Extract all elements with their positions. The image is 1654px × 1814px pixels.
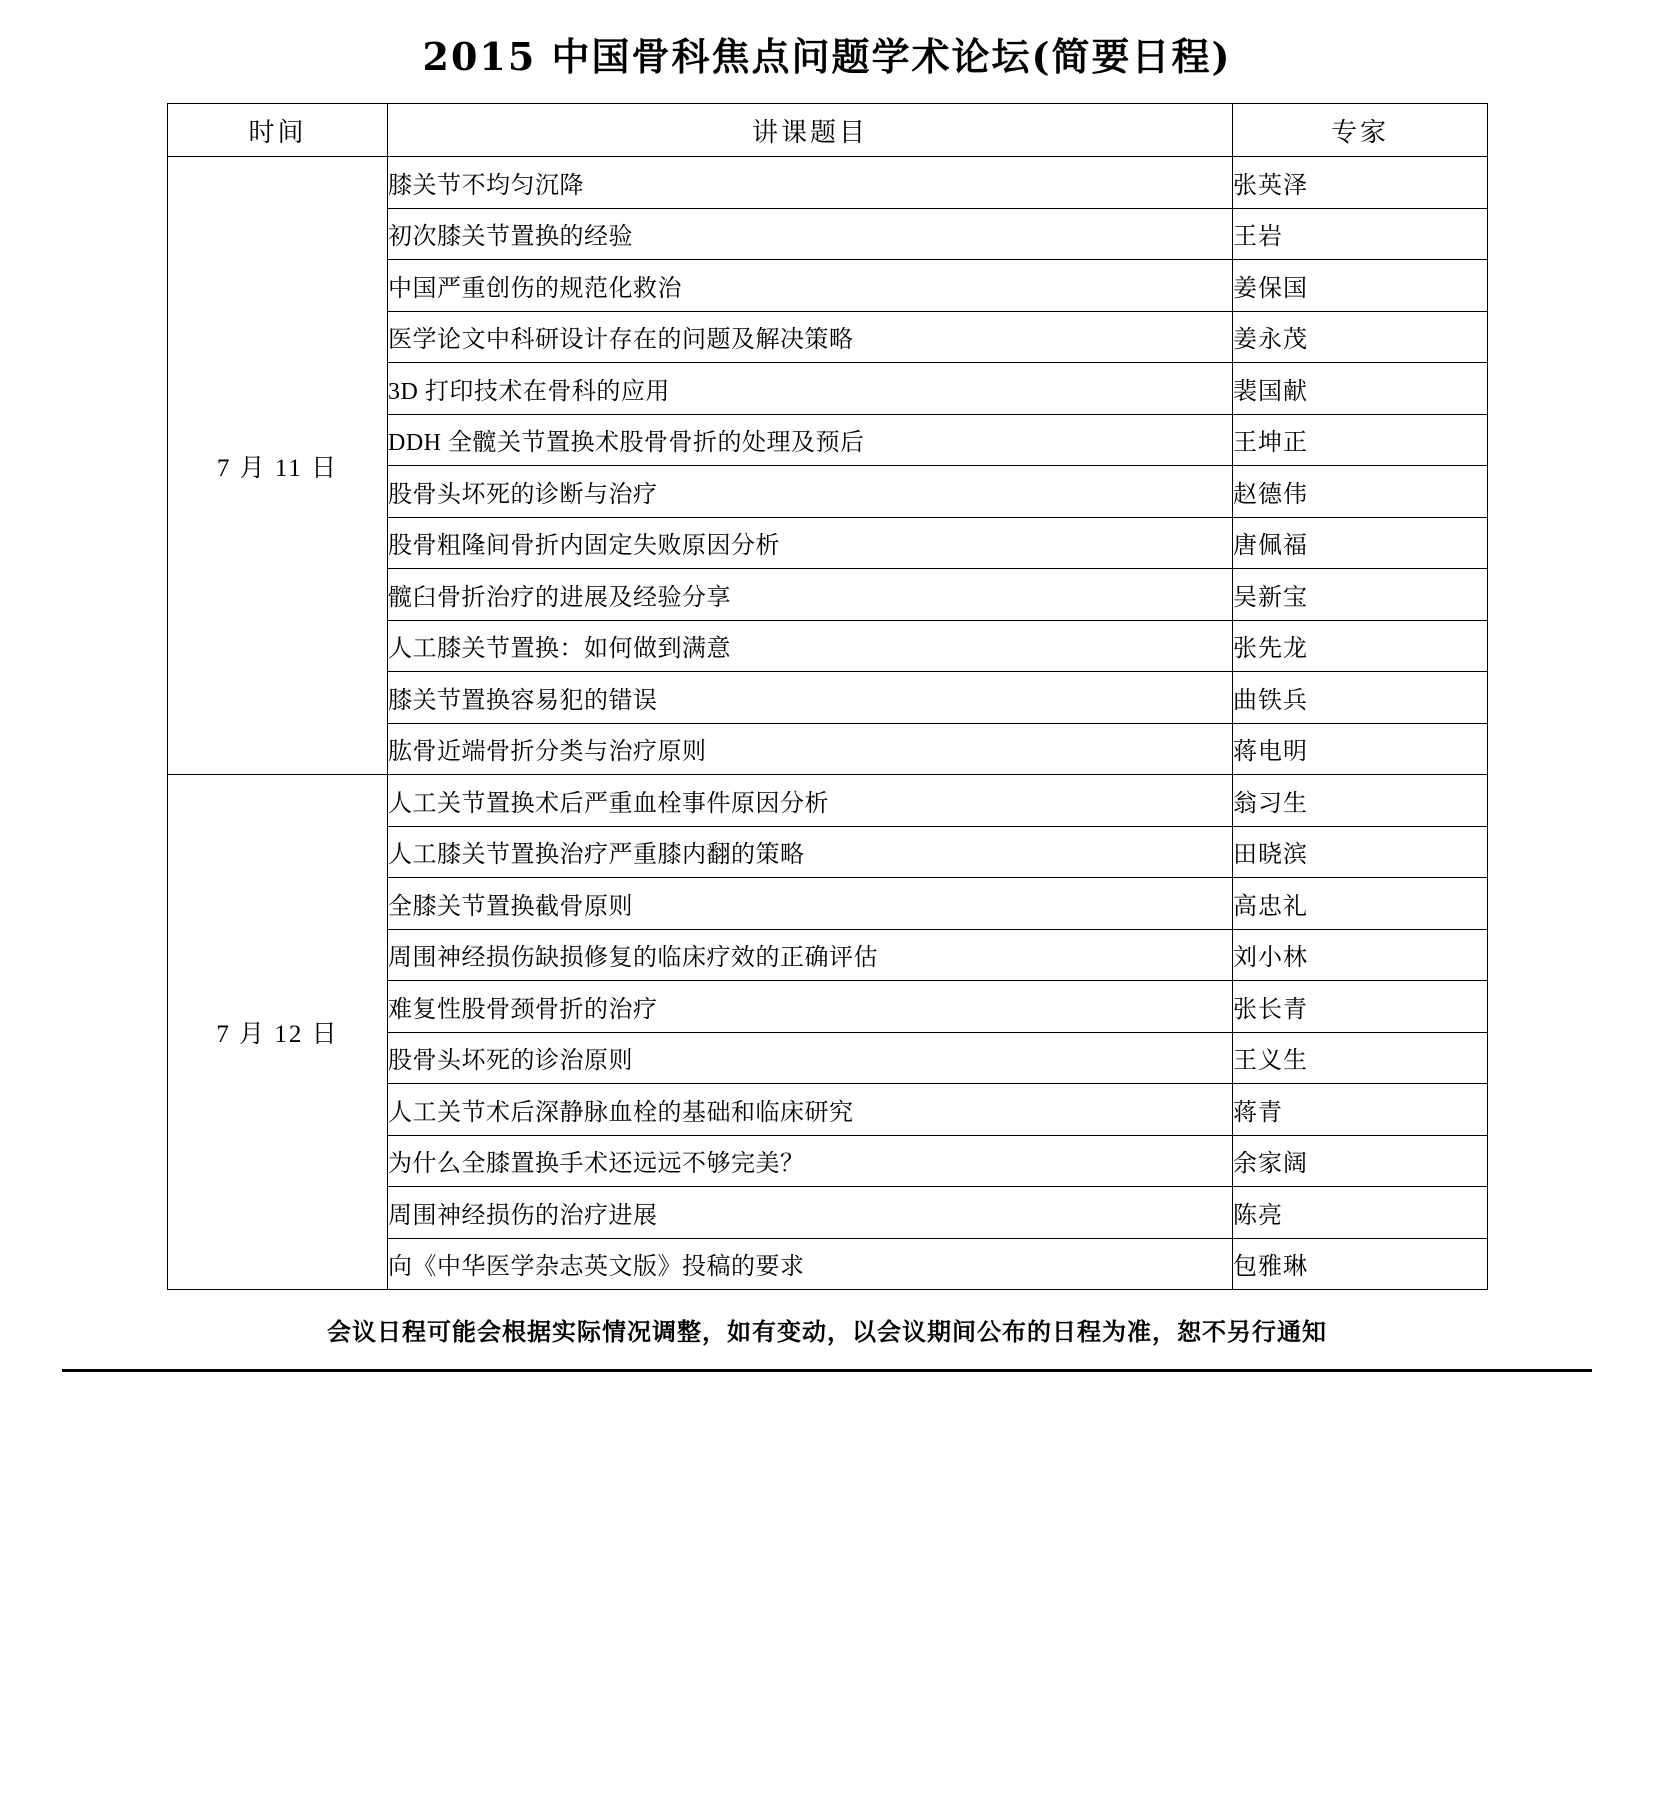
day-date-cell: 7 月 11 日 — [168, 157, 388, 775]
session-expert-cell: 赵德伟 — [1233, 466, 1488, 518]
session-expert-cell: 王义生 — [1233, 1032, 1488, 1084]
session-topic-cell: 医学论文中科研设计存在的问题及解决策略 — [388, 311, 1233, 363]
session-topic-cell: DDH 全髋关节置换术股骨骨折的处理及预后 — [388, 414, 1233, 466]
session-expert-cell: 张英泽 — [1233, 157, 1488, 209]
session-expert-cell: 裴国献 — [1233, 363, 1488, 415]
column-header-time: 时间 — [168, 104, 388, 157]
session-expert-cell: 王坤正 — [1233, 414, 1488, 466]
session-expert-cell: 唐佩福 — [1233, 517, 1488, 569]
session-expert-cell: 刘小林 — [1233, 929, 1488, 981]
session-expert-cell: 翁习生 — [1233, 775, 1488, 827]
session-topic-cell: 人工关节术后深静脉血栓的基础和临床研究 — [388, 1084, 1233, 1136]
session-expert-cell: 曲铁兵 — [1233, 672, 1488, 724]
table-header — [168, 104, 1488, 157]
session-expert-cell: 陈亮 — [1233, 1187, 1488, 1239]
session-expert-cell: 王岩 — [1233, 208, 1488, 260]
day-date-cell: 7 月 12 日 — [168, 775, 388, 1290]
schedule-table-container — [167, 103, 1487, 1290]
table-row — [168, 157, 1488, 209]
session-topic-cell: 股骨粗隆间骨折内固定失败原因分析 — [388, 517, 1233, 569]
schedule-table — [167, 103, 1488, 1290]
session-expert-cell: 蒋电明 — [1233, 723, 1488, 775]
session-topic-cell: 难复性股骨颈骨折的治疗 — [388, 981, 1233, 1033]
session-expert-cell: 蒋青 — [1233, 1084, 1488, 1136]
session-expert-cell: 余家阔 — [1233, 1135, 1488, 1187]
session-topic-cell: 膝关节置换容易犯的错误 — [388, 672, 1233, 724]
session-expert-cell: 张长青 — [1233, 981, 1488, 1033]
schedule-note: 会议日程可能会根据实际情况调整，如有变动，以会议期间公布的日程为准，恕不另行通知 — [327, 1318, 1327, 1346]
session-topic-cell: 人工关节置换术后严重血栓事件原因分析 — [388, 775, 1233, 827]
session-topic-cell: 股骨头坏死的诊治原则 — [388, 1032, 1233, 1084]
session-topic-cell: 初次膝关节置换的经验 — [388, 208, 1233, 260]
session-expert-cell: 张先龙 — [1233, 620, 1488, 672]
session-topic-cell: 人工膝关节置换：如何做到满意 — [388, 620, 1233, 672]
session-topic-cell: 股骨头坏死的诊断与治疗 — [388, 466, 1233, 518]
session-expert-cell: 高忠礼 — [1233, 878, 1488, 930]
table-row — [168, 775, 1488, 827]
session-topic-cell: 膝关节不均匀沉降 — [388, 157, 1233, 209]
table-header-row — [168, 104, 1488, 157]
session-topic-cell: 为什么全膝置换手术还远远不够完美？ — [388, 1135, 1233, 1187]
table-body — [168, 157, 1488, 1290]
session-topic-cell: 向《中华医学杂志英文版》投稿的要求 — [388, 1238, 1233, 1290]
session-expert-cell: 田晓滨 — [1233, 826, 1488, 878]
column-header-expert: 专家 — [1233, 104, 1488, 157]
session-topic-cell: 周围神经损伤的治疗进展 — [388, 1187, 1233, 1239]
session-topic-cell: 肱骨近端骨折分类与治疗原则 — [388, 723, 1233, 775]
session-topic-cell: 髋臼骨折治疗的进展及经验分享 — [388, 569, 1233, 621]
session-topic-cell: 中国严重创伤的规范化救治 — [388, 260, 1233, 312]
session-expert-cell: 姜永茂 — [1233, 311, 1488, 363]
bottom-divider — [62, 1369, 1592, 1372]
column-header-topic: 讲课题目 — [388, 104, 1233, 157]
session-topic-cell: 3D 打印技术在骨科的应用 — [388, 363, 1233, 415]
session-expert-cell: 姜保国 — [1233, 260, 1488, 312]
session-expert-cell: 包雅琳 — [1233, 1238, 1488, 1290]
page-title: 2015 中国骨科焦点问题学术论坛(简要日程) — [422, 34, 1232, 79]
session-topic-cell: 人工膝关节置换治疗严重膝内翻的策略 — [388, 826, 1233, 878]
session-topic-cell: 全膝关节置换截骨原则 — [388, 878, 1233, 930]
session-expert-cell: 吴新宝 — [1233, 569, 1488, 621]
document-page — [0, 26, 1654, 1814]
session-topic-cell: 周围神经损伤缺损修复的临床疗效的正确评估 — [388, 929, 1233, 981]
